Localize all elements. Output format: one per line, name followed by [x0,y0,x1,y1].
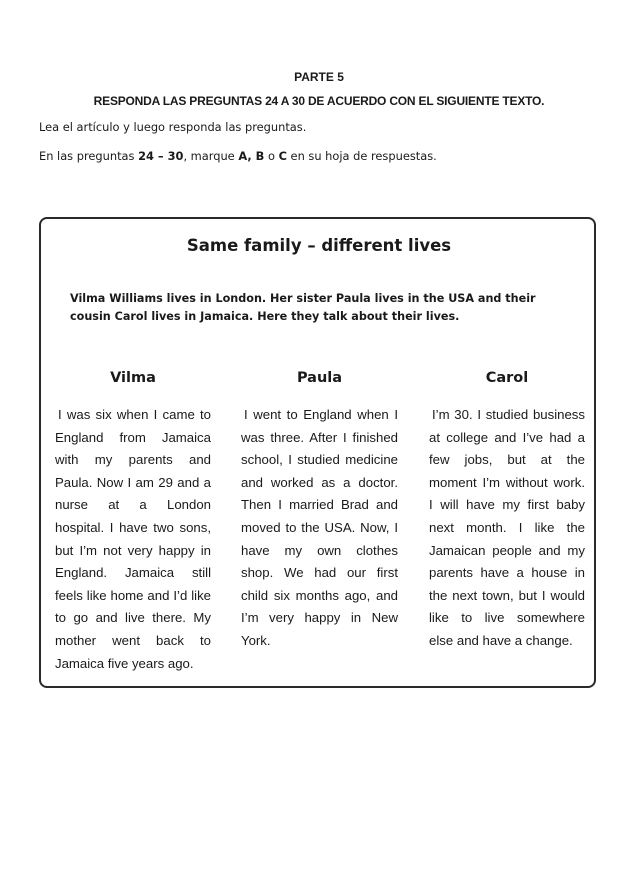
article-intro: Vilma Williams lives in London. Her sister Paula lives in the USA and their cousin Carol lives in Jamaica. Here they talk about their lives. [70,292,536,323]
column-heading-vilma: Vilma [110,370,156,386]
column-text-vilma [55,404,211,675]
instruction-answer [39,149,437,163]
section-heading: RESPONDA LAS PREGUNTAS 24 A 30 DE ACUERDO CON EL SIGUIENTE TEXTO. [93,94,545,108]
column-heading-paula: Paula [296,370,343,386]
vilma-paragraph: I was six when I came to England from Jamaica with my parents and Paula. Now I am 29 and a nurse at a London hospital. I have two sons, but I’m not very happy in England. Jamaica still feels like home and I’d like to go and live there. My mother went back to Jamaica five years ago. [55,407,211,671]
column-text-carol [429,404,585,653]
paula-paragraph: I went to England when I was three. After I finished school, I studied medicine and worked as a doctor. Then I married Brad and moved to the USA. Now, I have my own clothes shop. We had our first child six months ago, and I’m very happy in New York. [241,407,398,648]
instruction-text: En las preguntas [39,149,139,163]
option-letter-c: C [278,149,287,163]
instruction-read: Lea el artículo y luego responda las preguntas. [39,120,307,134]
question-range: 24 – 30 [138,149,184,163]
instruction-text: en su hoja de respuestas. [286,149,437,163]
instruction-text: o [264,149,279,163]
column-text-paula [241,404,398,653]
column-heading-carol: Carol [485,370,529,386]
option-letters: A, B [238,149,265,163]
article-title: Same family – different lives [186,236,452,255]
carol-paragraph: I’m 30. I studied business at college and I’ve had a few jobs, but at the moment I’m without work. I will have my first baby next month. I like the Jamaican people and my parents have a house in the next town, but I would like to live somewhere else and have a change. [429,407,585,648]
instruction-text: , marque [183,149,239,163]
part-title: PARTE 5 [294,70,344,84]
